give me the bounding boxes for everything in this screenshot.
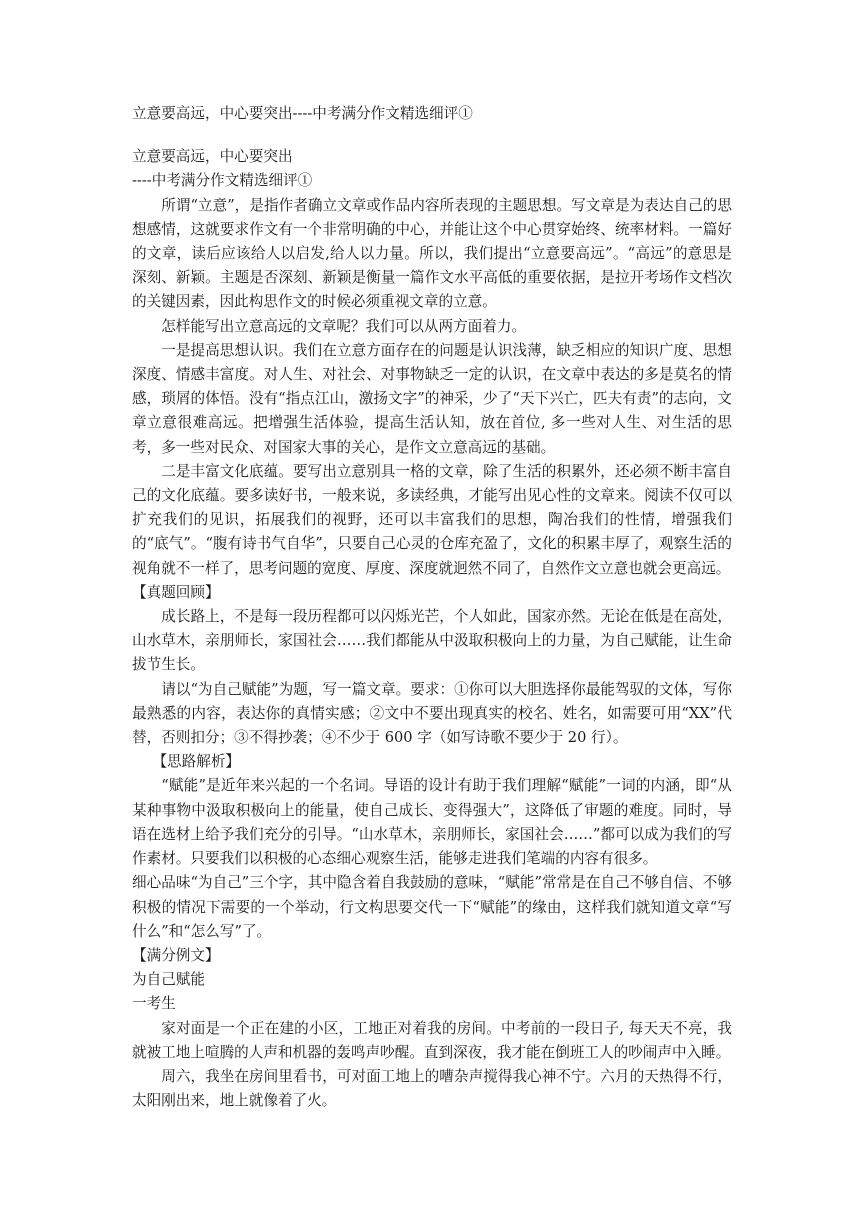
document-top-title: 立意要高远，中心要突出----中考满分作文精选细评① xyxy=(132,105,473,122)
review-paragraph-2: 请以“为自己赋能”为题，写一篇文章。要求：①你可以大胆选择你最能驾驭的文体，写你最熟悉的内容，表达你的真情实感；②文中不要出现真实的校名、姓名，如需要可用“XX”代替，否则扣分；③不得抄袭；④不少于 600 字（如写诗歌不要少于 20 行）。 xyxy=(132,680,732,747)
intro-paragraph-2: 怎样能写出立意高远的文章呢？我们可以从两方面着力。 xyxy=(161,317,527,335)
article-title: 立意要高远，中心要突出 xyxy=(132,148,293,166)
intro-paragraph-1: 所谓“立意”，是指作者确立文章或作品内容所表现的主题思想。写文章是为表达自己的思想感情，这就要求作文有一个非常明确的中心，并能让这个中心贯穿始终、统率材料。一篇好的文章，读后应该给人以启发,给人以力量。所以，我们提出“立意要高远”。“高远”的意思是深刻、新颖。主题是否深刻、新颖是衡量一篇作文水平高低的重要依据，是拉开考场作文档次的关键因素，因此构思作文的时候必须重视文章的立意。 xyxy=(132,196,732,311)
sample-paragraph-1: 家对面是一个正在建的小区，工地正对着我的房间。中考前的一段日子, 每天天不亮，我就被工地上喧腾的人声和机器的轰鸣声吵醒。直到深夜，我才能在倒班工人的吵闹声中入睡。 xyxy=(132,1019,732,1061)
section-heading-analysis: 【思路解析】 xyxy=(152,753,241,771)
sample-essay-author: 一考生 xyxy=(132,995,176,1013)
sample-paragraph-2: 周六，我坐在房间里看书，可对面工地上的嘈杂声搅得我心神不宁。六月的天热得不行，太阳刚出来，地上就像着了火。 xyxy=(132,1067,732,1110)
document-page xyxy=(132,102,732,1113)
intro-paragraph-4: 二是丰富文化底蕴。要写出立意别具一格的文章，除了生活的积累外，还必须不断丰富自己的文化底蕴。要多读好书，一般来说，多读经典，才能写出见心性的文章来。阅读不仅可以扩充我们的见识，拓展我们的视野，还可以丰富我们的思想，陶冶我们的性情，增强我们的“底气”。“腹有诗书气自华”，只要自己心灵的仓库充盈了，文化的积累丰厚了，观察生活的视角就不一样了，思考问题的宽度、厚度、深度就迥然不同了，自然作文立意也就会更高远。 xyxy=(132,462,732,577)
section-heading-sample: 【满分例文】 xyxy=(132,946,220,964)
analysis-paragraph-2: 细心品味“为自己”三个字，其中隐含着自我鼓励的意味，“赋能”常常是在自己不够自信、不够积极的情况下需要的一个举动，行文构思要交代一下“赋能”的缘由，这样我们就知道文章“写什么”和“怎么写”了。 xyxy=(132,874,732,940)
sample-essay-title: 为自己赋能 xyxy=(132,971,205,989)
section-heading-review: 【真题回顾】 xyxy=(132,583,220,601)
article-subtitle: ----中考满分作文精选细评① xyxy=(132,172,313,190)
analysis-paragraph-1: “赋能”是近年来兴起的一个名词。导语的设计有助于我们理解“赋能”一词的内涵，即“从某种事物中汲取积极向上的能量，使自己成长、变得强大”，这降低了审题的难度。同时，导语在选材上给予我们充分的引导。“山水草木，亲朋师长，家国社会……”都可以成为我们的写作素材。只要我们以积极的心态细心观察生活，能够走进我们笔端的内容有很多。 xyxy=(132,777,732,868)
intro-paragraph-3: 一是提高思想认识。我们在立意方面存在的问题是认识浅薄，缺乏相应的知识广度、思想深度、情感丰富度。对人生、对社会、对事物缺乏一定的认识，在文章中表达的多是莫名的情感，琐屑的体悟。没有“指点江山，激扬文字”的神采，少了“天下兴亡，匹夫有责”的志向，文章立意很难高远。把增强生活体验，提高生活认知，放在首位, 多一些对人生、对生活的思考，多一些对民众、对国家大事的关心，是作文立意高远的基础。 xyxy=(132,341,732,456)
review-paragraph-1: 成长路上，不是每一段历程都可以闪烁光芒，个人如此，国家亦然。无论在低是在高处，山水草木，亲朋师长，家国社会……我们都能从中汲取积极向上的力量，为自己赋能，让生命拔节生长。 xyxy=(132,608,732,674)
